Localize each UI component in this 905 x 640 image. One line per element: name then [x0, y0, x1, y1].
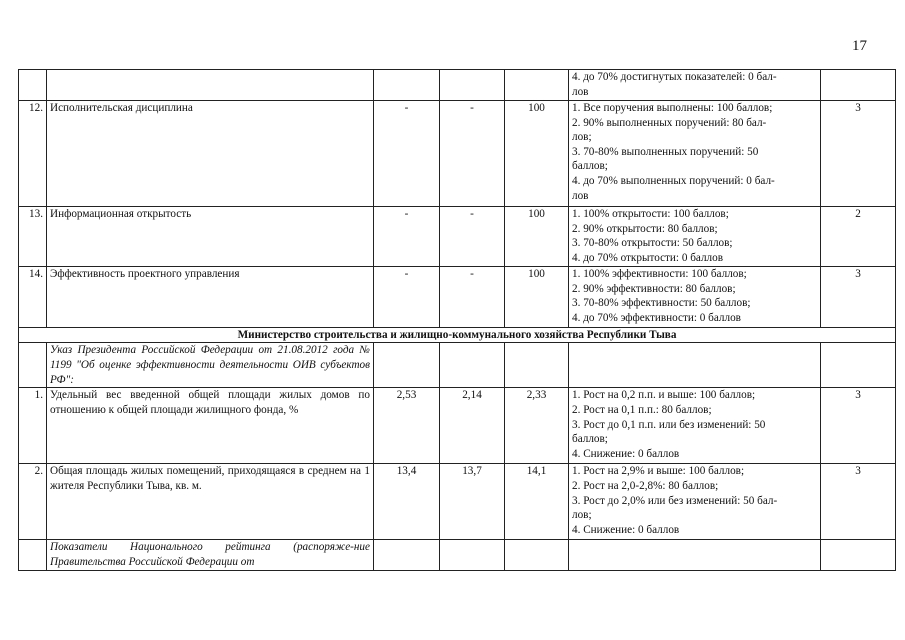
- indicator-name: Исполнительская дисциплина: [47, 101, 374, 207]
- value-3: 14,1: [505, 464, 569, 540]
- criteria-line: 2. 90% эффективности: 80 баллов;: [572, 282, 736, 295]
- criteria-line: лов;: [572, 509, 592, 522]
- row-number: [19, 70, 47, 101]
- table-row-national-rating: [19, 540, 896, 571]
- row-number: 1.: [19, 388, 47, 464]
- weight: 3: [821, 267, 896, 328]
- value-1: 13,4: [374, 464, 440, 540]
- weight: 3: [821, 464, 896, 540]
- criteria-line: 2. 90% выполненных поручений: 80 бал-: [572, 116, 767, 129]
- criteria-cell: [569, 267, 821, 328]
- value-2: 13,7: [440, 464, 505, 540]
- indicator-name: Эффективность проектного управления: [47, 267, 374, 328]
- criteria-line: баллов;: [572, 433, 608, 446]
- criteria-line: 4. Снижение: 0 баллов: [572, 523, 680, 536]
- criteria-line: лов: [572, 189, 589, 202]
- criteria-line: 2. Рост на 2,0-2,8%: 80 баллов;: [572, 479, 719, 492]
- value-3: 2,33: [505, 388, 569, 464]
- criteria-cell: [569, 388, 821, 464]
- value-3: [505, 343, 569, 388]
- indicator-name: Информационная открытость: [47, 207, 374, 267]
- row-number: 2.: [19, 464, 47, 540]
- value-1: -: [374, 207, 440, 267]
- row-number: 12.: [19, 101, 47, 207]
- criteria-line: 2. Рост на 0,1 п.п.: 80 баллов;: [572, 403, 712, 416]
- row-number: [19, 540, 47, 571]
- table-row: [19, 101, 896, 207]
- section-header-row: [19, 328, 896, 343]
- value-1: 2,53: [374, 388, 440, 464]
- criteria-cell: [569, 70, 821, 101]
- value-1: -: [374, 101, 440, 207]
- row-number: 13.: [19, 207, 47, 267]
- value-2: [440, 70, 505, 101]
- table-row: [19, 207, 896, 267]
- criteria-line: 4. до 70% эффективности: 0 баллов: [572, 311, 741, 324]
- criteria-line: баллов;: [572, 160, 608, 173]
- criteria-cell: [569, 343, 821, 388]
- criteria-cell: [569, 101, 821, 207]
- criteria-line: лов;: [572, 131, 592, 144]
- criteria-line: 3. 70-80% открытости: 50 баллов;: [572, 237, 733, 250]
- value-2: -: [440, 101, 505, 207]
- section-title: Министерство строительства и жилищно-коммунального хозяйства Республики Тыва: [19, 328, 896, 343]
- table-row: [19, 267, 896, 328]
- criteria-line: 3. 70-80% выполненных поручений: 50: [572, 145, 759, 158]
- value-1: [374, 343, 440, 388]
- value-3: 100: [505, 101, 569, 207]
- criteria-line: 3. Рост до 2,0% или без изменений: 50 бал-: [572, 494, 778, 507]
- criteria-line: 4. до 70% открытости: 0 баллов: [572, 251, 724, 264]
- value-2: [440, 540, 505, 571]
- table-row-continuation: [19, 70, 896, 101]
- criteria-cell: [569, 207, 821, 267]
- criteria-line: 1. Рост на 2,9% и выше: 100 баллов;: [572, 465, 745, 478]
- indicator-name: Общая площадь жилых помещений, приходящаяся в среднем на 1 жителя Республики Тыва, кв. м.: [47, 464, 374, 540]
- criteria-line: 4. до 70% достигнутых показателей: 0 бал-: [572, 71, 777, 83]
- indicator-name: [47, 70, 374, 101]
- value-3: [505, 70, 569, 101]
- criteria-line: 3. 70-80% эффективности: 50 баллов;: [572, 297, 751, 310]
- criteria-line: 1. 100% открытости: 100 баллов;: [572, 208, 729, 220]
- value-1: [374, 540, 440, 571]
- weight: [821, 343, 896, 388]
- weight: 2: [821, 207, 896, 267]
- value-3: 100: [505, 267, 569, 328]
- decree-reference: Указ Президента Российской Федерации от 21.08.2012 года № 1199 "Об оценке эффективности деятельности ОИВ субъектов РФ":: [47, 343, 374, 388]
- page-number: 17: [852, 38, 867, 54]
- criteria-cell: [569, 540, 821, 571]
- criteria-line: 1. Все поручения выполнены: 100 баллов;: [572, 102, 773, 114]
- indicator-name: Удельный вес введенной общей площади жилых домов по отношению к общей площади жилищного фонда, %: [47, 388, 374, 464]
- value-2: [440, 343, 505, 388]
- criteria-line: 1. Рост на 0,2 п.п. и выше: 100 баллов;: [572, 389, 756, 402]
- table-row: [19, 464, 896, 540]
- value-2: -: [440, 207, 505, 267]
- national-rating-reference: Показатели Национального рейтинга (распоряже-ние Правительства Российской Федерации от: [47, 540, 374, 571]
- indicators-table: [18, 69, 896, 571]
- value-1: [374, 70, 440, 101]
- criteria-line: 4. Снижение: 0 баллов: [572, 447, 680, 460]
- weight: 3: [821, 388, 896, 464]
- criteria-line: 4. до 70% выполненных поручений: 0 бал-: [572, 174, 775, 187]
- criteria-line: 2. 90% открытости: 80 баллов;: [572, 222, 718, 235]
- value-2: -: [440, 267, 505, 328]
- value-1: -: [374, 267, 440, 328]
- table-row-decree: [19, 343, 896, 388]
- weight: 3: [821, 101, 896, 207]
- value-3: 100: [505, 207, 569, 267]
- criteria-line: 1. 100% эффективности: 100 баллов;: [572, 268, 747, 280]
- value-3: [505, 540, 569, 571]
- criteria-cell: [569, 464, 821, 540]
- value-2: 2,14: [440, 388, 505, 464]
- row-number: 14.: [19, 267, 47, 328]
- criteria-line: 3. Рост до 0,1 п.п. или без изменений: 50: [572, 418, 766, 431]
- row-number: [19, 343, 47, 388]
- criteria-line: лов: [572, 85, 589, 98]
- table-row: [19, 388, 896, 464]
- weight: [821, 70, 896, 101]
- weight: [821, 540, 896, 571]
